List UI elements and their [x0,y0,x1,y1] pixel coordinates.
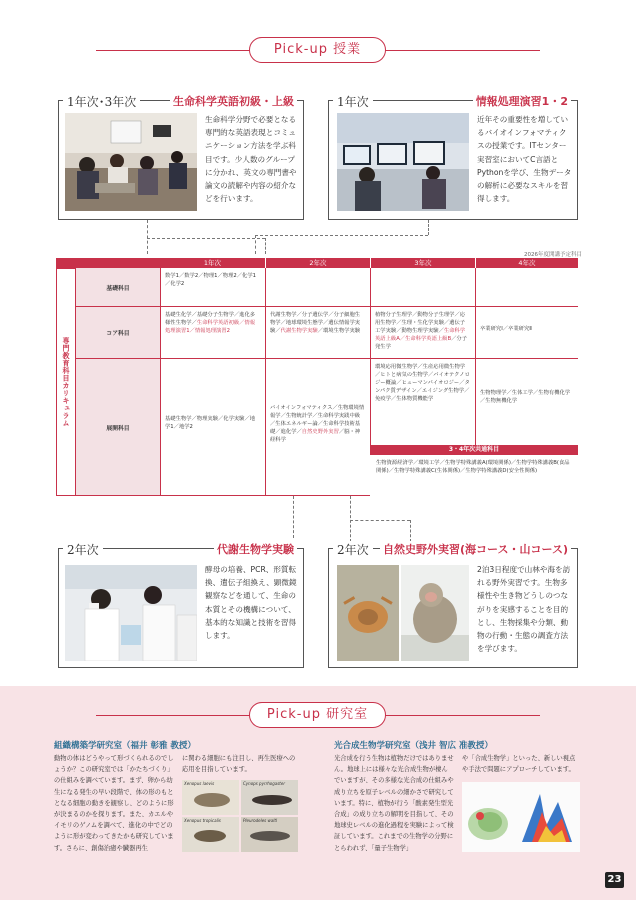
connector [255,235,256,254]
lab-title-photosynthesis: 光合成生物学研究室（浅井 智広 准教授） [334,741,493,751]
shared-subjects-list: 生物資源経済学／環境工学／生物学特殊講義A(環境関係)／生物学特殊講義B(食品関係)／生物学特殊講義C(生体関係)／生物学特殊講義D(安全性関係) [376,460,570,474]
cell-core-y2 [265,307,370,359]
connector [428,220,429,235]
course-list-text: 自然史野外実習 [301,429,339,435]
cell-adv-y3 [370,359,475,443]
lab-text-photosynthesis-col1: 光合成を行う生物は植物だけではありません。地球上には様々な光合成生物が棲んでいますが、その多様な光合成の仕組みや成り立ちを原子レベルの細かさで研究しています。特に、植物が行う「酸素発生型光合成」の成り立ちの解明を目指して、その地球史レベルの進化過程を実験によって検証しています。これまでの生物学の分野にとらわれず、「量子生物学」 [334,755,454,852]
crab-photo [337,565,399,661]
row-label-core: コア科目 [76,307,160,359]
shared-subjects-header: 3・4年次共通科目 [370,445,578,455]
card-year: 2年次 [333,541,373,558]
card-year: 1年次･3年次 [63,93,140,110]
cell-basic-y3 [370,268,475,307]
pickup-labs-label: Pick-up 研究室 [249,702,386,728]
year-header-3: 3年次 [370,258,475,268]
photo-label: Xenopus tropicalis [184,818,221,823]
course-list-text: 基礎生化学／基礎分子生物学／進化多様性生物学／ [165,312,256,326]
card-description: 生命科学分野で必要となる専門的な英語表現とコミュニケーション方法を学ぶ科目です。少人数のグループに分かれ、英文の専門書や論文の読解や内容の紹介などを行います。 [205,115,297,204]
course-list-text: ／環境生物学実験 [317,328,361,334]
cell-basic-y2 [265,268,370,307]
row-label-basic: 基礎科目 [76,268,160,307]
connector [410,520,411,542]
course-list-text: 数学1／数学2／物理1／物理2／化学1／化学2 [165,273,257,287]
course-list-text: 環境応用微生物学／生産応用微生物学／ヒトと病気の生物学／バイオテクノロジー概論／ヒューマンバイオロジー／タンパク質デザイン／エイジング生物学／免疫学／生体物質機能学 [375,364,470,402]
cell-basic-y1 [160,268,265,307]
column-divider [475,268,476,445]
course-list-text: バイオインフォマティクス／生物環境情報学／生物統計学／生命科学実践中級／生体エネルギー論／生命科学技術基礎／進化学／ [270,405,365,435]
curriculum-vertical-label: 専門教育科目カリキュラム [56,268,76,496]
course-list-text: 生命科学英語初級／情報処理演習1／情報処理演習2 [165,320,256,334]
card-description: 2泊3日程度で山林や海を訪れる野外実習です。生物多様性や生き物どうしのつながりを実感することを目的とし、生物採集や分類、動物の行動・生態の調査方法を学びます。 [477,565,571,654]
monkey-photo [401,565,469,661]
cell-core-y3 [370,307,475,359]
lab-experiment-photo [65,565,197,661]
page-number: 23 [605,872,624,888]
card-title: 生命科学英語初級・上級 [170,93,297,109]
lab-text-tissue-col2: に関わる細胞にも注目し、再生医療への応用を目指しています。 [182,755,296,774]
curriculum-note: 2026年度開講予定科目 [524,252,582,258]
card-description: 近年その重要性を増しているバイオインフォマティクスの授業です。ITセンター実習室においてC言語とPythonを学び、生物データの解析に必要なスキルを習得します。 [477,115,572,204]
course-list-text: 生物物理学／生体工学／生物有機化学／生物無機化学 [480,390,571,404]
connector [265,238,266,254]
photo-label: Xenopus laevis [184,781,215,786]
computer-lab-photo [337,113,469,211]
lab-title-tissue: 組織構築学研究室（福井 彰雅 教授） [54,741,196,751]
amphibian-photo-grid [182,780,298,852]
curriculum-header-corner [56,258,160,268]
course-list-text: 基礎生物学／物理実験／化学実験／地学1／地学2 [165,416,256,430]
cell-adv-y4 [475,359,578,443]
card-title: 情報処理演習1・2 [473,93,571,109]
card-title: 代謝生物学実験 [214,541,297,557]
year-header-1: 1年次 [160,258,265,268]
card-description: 酵母の培養、PCR、形質転換、遺伝子組換え、顕微鏡観察などを通して、生命の本質とその機構について、基本的な知識と技術を習得します。 [205,565,297,641]
photo-label: Cynops pyrrhogaster [243,781,285,786]
course-list-text: ／脳・神経科学 [270,429,361,443]
course-list-text: 卒業研究Ⅰ／卒業研究Ⅱ [480,326,532,332]
year-header-4: 4年次 [475,258,578,268]
pickup-classes-label: Pick-up 授業 [249,37,386,63]
lab-text-tissue-col1: 動物の体はどうやって形づくられるのでしょうか？この研究室では「かたちづくり」の仕組みを調べています。まず、卵から幼生になる発生の早い段階で、体の形のもととなる細胞の動きを観察し、どのように形が決まるのかを探ります。また、カエルやイモリのゲノムを調べて、進化の中でどのように形が変わってきたかも研究しています。さらに、創傷治癒や臓器再生 [54,755,174,852]
column-divider [265,268,266,496]
course-list-text: 植物分子生理学／動物分子生理学／応用生物学／生理・生化学実験／遺伝子工学実験／動物生理学実験／ [375,312,466,334]
cell-adv-y2 [265,359,370,496]
connector [147,238,265,239]
course-list-text: ／分子発生学 [375,336,468,350]
photo-label: Pleurodeles waltl [243,818,278,823]
course-list-text: 生命科学英語上級A／生命科学英語上級B [375,328,466,342]
cell-core-y1 [160,307,265,359]
protein-structure-image [462,782,580,852]
row-label-advanced: 展開科目 [76,359,160,496]
cell-basic-y4 [475,268,578,307]
column-divider [370,268,371,445]
classroom-photo [65,113,197,211]
class-card-english [58,95,304,220]
cell-adv-y1 [160,359,265,496]
connector [147,220,148,254]
connector [255,235,428,236]
class-card-informatics [328,95,578,220]
lab-text-photosynthesis-col2: や「合成生物学」といった、新しい視点や手法で問題にアプローチしています。 [462,755,576,774]
card-title: 自然史野外実習(海コース・山コース) [380,541,571,557]
class-card-field-practice [328,543,578,668]
connector [350,496,351,542]
card-year: 2年次 [63,541,103,558]
year-header-2: 2年次 [265,258,370,268]
course-list-text: 代謝生物学／分子遺伝学／分子細胞生物学／地球環境生態学／遺伝情報学実験／ [270,312,361,334]
column-divider [160,268,161,496]
card-year: 1年次 [333,93,373,110]
connector [350,520,410,521]
class-card-metabolism [58,543,304,668]
course-list-text: 代謝生物学実験 [280,328,318,334]
connector [293,496,294,538]
cell-core-y4 [475,307,578,359]
